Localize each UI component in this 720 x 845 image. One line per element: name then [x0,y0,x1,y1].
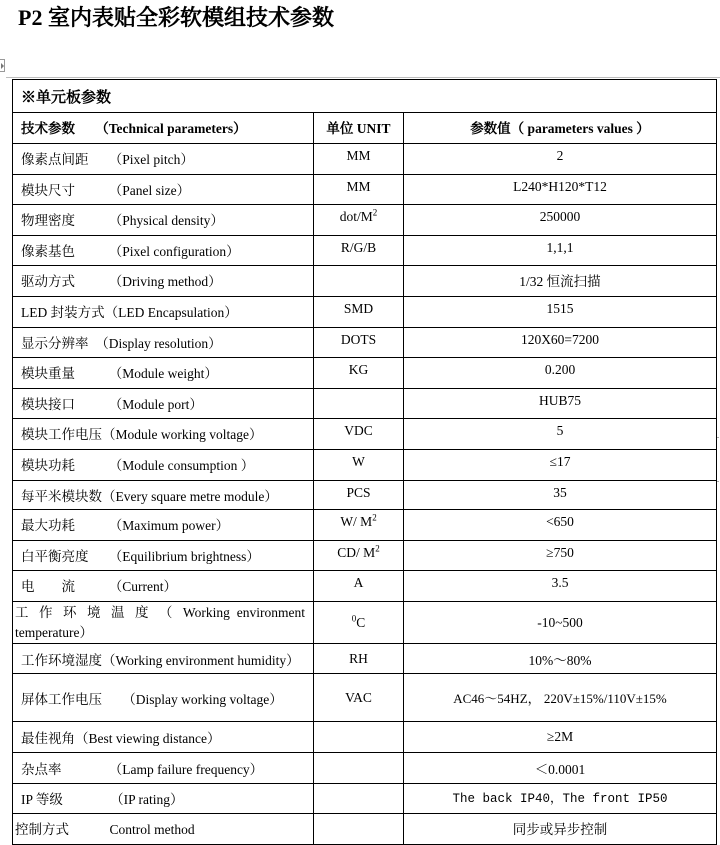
table-row [13,450,717,481]
unit-text: CD/ M [337,545,376,560]
value-cell: 0.200 [404,358,717,389]
param-cell: LED 封装方式（LED Encapsulation） [13,297,314,328]
unit-cell [314,784,404,814]
unit-text: PCS [346,485,371,500]
unit-cell [314,814,404,845]
unit-superscript: 2 [372,512,377,523]
param-cell: 模块接口 （Module port） [13,389,314,419]
unit-text: DOTS [340,332,377,347]
table-row [13,602,717,644]
table-row [13,419,717,450]
unit-cell [314,644,404,674]
unit-cell [314,674,404,722]
value-cell: -10~500 [404,602,717,644]
param-cell: 屏体工作电压 （Display working voltage） [13,674,314,722]
unit-cell [314,175,404,205]
param-cell: 模块重量 （Module weight） [13,358,314,389]
table-row [13,541,717,571]
value-cell: ≥750 [404,541,717,571]
unit-cell [314,297,404,328]
value-cell: ≤17 [404,450,717,481]
unit-text: W/ M [340,514,373,529]
param-cell: 杂点率 （Lamp failure frequency） [13,753,314,784]
unit-cell [314,722,404,753]
param-cell: 白平衡亮度 （Equilibrium brightness） [13,541,314,571]
unit-cell [314,144,404,175]
header-value: 参数值（ parameters values ） [404,113,717,144]
value-cell: ≥2M [404,722,717,753]
param-cell: 模块功耗 （Module consumption ） [13,450,314,481]
param-cell: 每平米模块数（Every square metre module） [13,481,314,510]
unit-text: VDC [344,423,373,438]
unit-text: SMD [343,301,374,316]
value-cell: The back IP40，The front IP50 [404,784,717,814]
collapse-arrow-icon[interactable] [0,59,5,72]
table-row [13,814,717,845]
unit-text: MM [346,179,371,194]
param-cell: 最大功耗 （Maximum power） [13,510,314,541]
unit-cell [314,753,404,784]
param-cell: IP 等级 （IP rating） [13,784,314,814]
value-cell: 2 [404,144,717,175]
param-cell: 电 流 （Current） [13,571,314,602]
unit-superscript: 2 [372,207,378,218]
unit-text: C [356,614,366,630]
table-row [13,722,717,753]
unit-superscript: 0 [351,613,357,623]
param-cell: 模块工作电压（Module working voltage） [13,419,314,450]
table-row [13,644,717,674]
unit-cell [314,541,404,571]
unit-cell [314,419,404,450]
unit-cell [314,602,404,644]
parameters-table [12,79,717,845]
value-cell: 120X60=7200 [404,328,717,358]
table-row [13,510,717,541]
table-row [13,236,717,266]
unit-text: W [352,454,365,469]
table-row [13,389,717,419]
page-title: P2 室内表贴全彩软模组技术参数 [18,5,334,30]
table-row [13,205,717,236]
value-cell: 35 [404,481,717,510]
table-row [13,784,717,814]
value-cell: 1/32 恒流扫描 [404,266,717,297]
value-cell: 10%～80% [404,644,717,674]
value-cell: HUB75 [404,389,717,419]
param-cell: 像素基色 （Pixel configuration） [13,236,314,266]
param-cell: 最佳视角（Best viewing distance） [13,722,314,753]
table-row [13,297,717,328]
unit-text: A [353,575,364,590]
table-row [13,358,717,389]
unit-cell [314,450,404,481]
param-cell: 物理密度 （Physical density） [13,205,314,236]
unit-cell [314,571,404,602]
table-row [13,266,717,297]
value-cell: L240*H120*T12 [404,175,717,205]
param-cell: 控制方式 Control method [13,814,314,845]
param-cell: 模块尺寸 （Panel size） [13,175,314,205]
unit-cell [314,236,404,266]
unit-cell [314,266,404,297]
table-row [13,571,717,602]
unit-cell [314,481,404,510]
value-cell: AC46～54HZ， 220V±15%/110V±15% [404,674,717,722]
value-cell: 250000 [404,205,717,236]
table-body [13,144,717,845]
table-row [13,175,717,205]
section-title: ※单元板参数 [13,80,717,113]
unit-superscript: 2 [375,543,380,554]
unit-cell [314,328,404,358]
param-cell: 工 作 环 境 温 度 （ Working environment temperature） [13,602,314,644]
value-cell: 同步或异步控制 [404,814,717,845]
value-cell: 3.5 [404,571,717,602]
param-cell: 像素点间距 （Pixel pitch） [13,144,314,175]
table-row [13,328,717,358]
unit-text: KG [348,362,369,377]
value-cell: 1,1,1 [404,236,717,266]
unit-text: VAC [345,689,372,705]
unit-cell [314,389,404,419]
table-row [13,753,717,784]
value-cell: 5 [404,419,717,450]
param-cell: 工作环境湿度（Working environment humidity） [13,644,314,674]
param-cell: 显示分辨率 （Display resolution） [13,328,314,358]
header-unit: 单位 UNIT [314,113,404,144]
divider-line [6,77,720,78]
table-row [13,481,717,510]
header-param: 技术参数 （Technical parameters） [13,113,314,144]
table-row [13,144,717,175]
header-row [13,113,717,144]
unit-text: RH [349,650,368,666]
unit-cell [314,205,404,236]
value-cell: 1515 [404,297,717,328]
param-cell: 驱动方式 （Driving method） [13,266,314,297]
unit-text: MM [346,148,371,163]
unit-text: R/G/B [340,240,377,255]
section-row [13,80,717,113]
unit-text: dot/M [339,209,373,224]
value-cell: <650 [404,510,717,541]
unit-cell [314,358,404,389]
value-cell: ＜0.0001 [404,753,717,784]
unit-cell [314,510,404,541]
table-row [13,674,717,722]
